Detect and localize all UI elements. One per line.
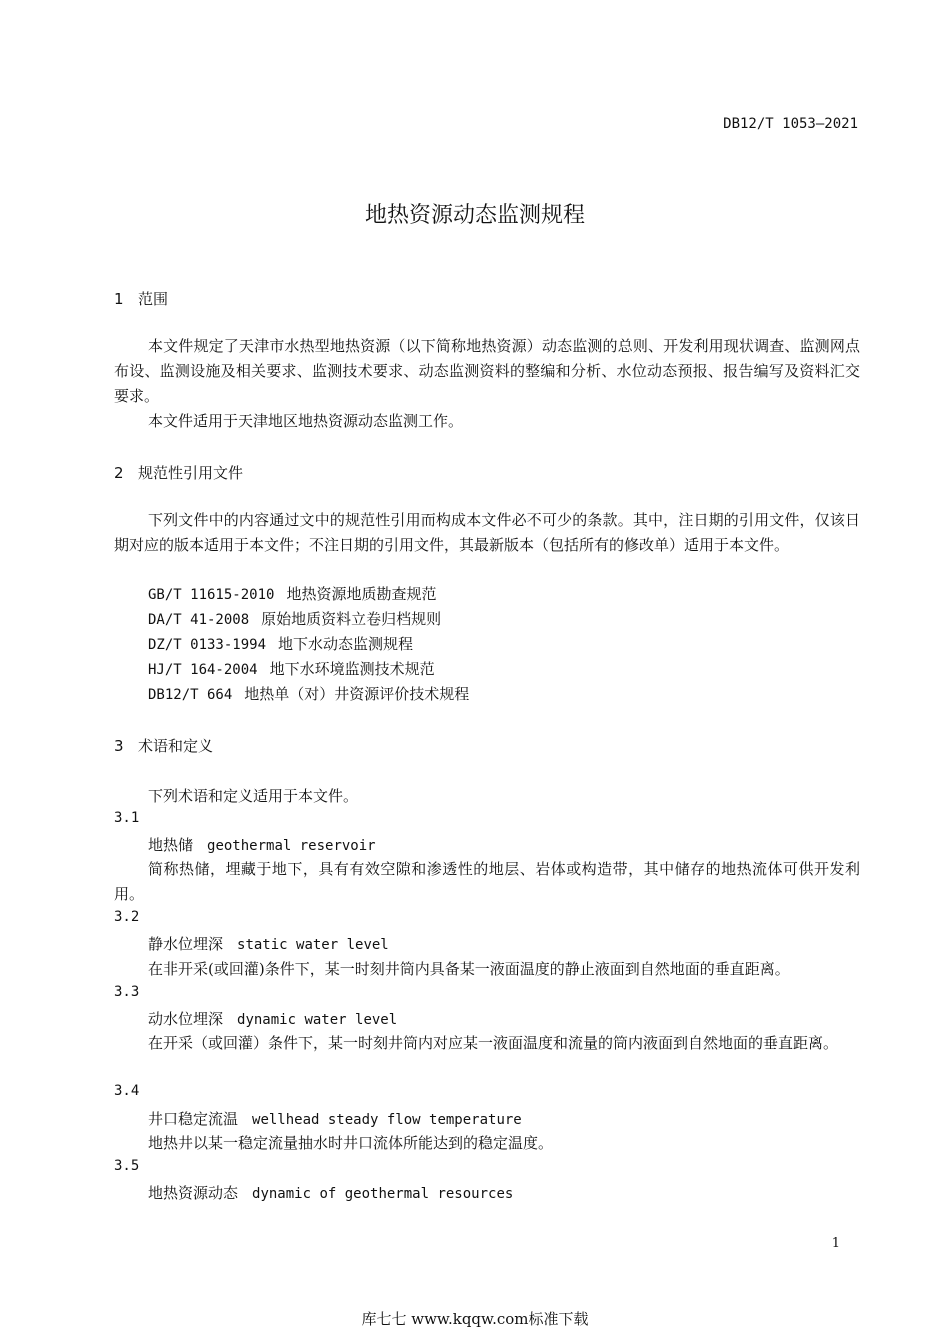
reference-name: 原始地质资料立卷归档规则 [261, 610, 442, 628]
section-number: 2 [114, 464, 124, 482]
reference-item [148, 583, 436, 604]
scope-paragraph-2: 本文件适用于天津地区地热资源动态监测工作。 [148, 412, 464, 430]
term-english: geothermal reservoir [207, 838, 376, 854]
section-title: 范围 [138, 290, 169, 308]
reference-item [148, 658, 435, 679]
clause-number: 3.4 [114, 1083, 140, 1099]
scope-paragraph-1: 本文件规定了天津市水热型地热资源（以下简称地热资源）动态监测的总则、开发利用现状调查、监测网点布设、监测设施及相关要求、监测技术要求、动态监测资料的整编和分析、水位动态预报、报告编写及资料汇交要求。 [114, 337, 860, 405]
term-definition: 在非开采(或回灌)条件下，某一时刻井筒内具备某一液面温度的静止液面到自然地面的垂直距离。 [148, 960, 790, 978]
reference-item [148, 633, 413, 654]
term-entry [148, 933, 389, 954]
reference-name: 地下水动态监测规程 [278, 635, 414, 653]
refs-paragraph: 下列文件中的内容通过文中的规范性引用而构成本文件必不可少的条款。其中，注日期的引用文件，仅该日期对应的版本适用于本文件；不注日期的引用文件，其最新版本（包括所有的修改单）适用于本文件。 [114, 511, 860, 554]
page-number: 1 [831, 1236, 840, 1251]
term-definition: 简称热储，埋藏于地下，具有有效空隙和渗透性的地层、岩体或构造带，其中储存的地热流体可供开发利用。 [114, 860, 860, 903]
document-number: DB12/T 1053—2021 [723, 116, 858, 132]
term-english: wellhead steady flow temperature [252, 1112, 522, 1128]
term-chinese: 地热资源动态 [148, 1184, 239, 1202]
reference-code: GB/T 11615-2010 [148, 587, 275, 603]
document-title: 地热资源动态监测规程 [364, 203, 585, 228]
section-2-heading [114, 462, 243, 483]
term-english: static water level [237, 937, 389, 953]
section-title: 术语和定义 [138, 737, 214, 755]
term-chinese: 井口稳定流温 [148, 1110, 239, 1128]
section-number: 3 [114, 737, 124, 755]
reference-item [148, 608, 441, 629]
reference-code: DA/T 41-2008 [148, 612, 250, 628]
reference-code: DB12/T 664 [148, 687, 233, 703]
footer-watermark: 库七七 www.kqqw.com标准下载 [361, 1310, 589, 1328]
clause-number: 3.3 [114, 984, 140, 1000]
reference-item [148, 683, 469, 704]
section-1-heading [114, 288, 168, 309]
reference-name: 地热资源地质勘查规范 [286, 585, 437, 603]
terms-intro: 下列术语和定义适用于本文件。 [148, 787, 359, 805]
clause-number: 3.2 [114, 909, 140, 925]
term-definition: 在开采（或回灌）条件下，某一时刻井筒内对应某一液面温度和流量的筒内液面到自然地面的垂直距离。 [148, 1034, 839, 1052]
reference-code: DZ/T 0133-1994 [148, 637, 267, 653]
term-chinese: 地热储 [148, 836, 194, 854]
term-entry [148, 1008, 397, 1029]
term-entry [148, 1182, 513, 1203]
term-entry [148, 834, 376, 855]
clause-number: 3.1 [114, 810, 140, 826]
clause-number: 3.5 [114, 1158, 140, 1174]
section-title: 规范性引用文件 [138, 464, 244, 482]
term-english: dynamic water level [237, 1012, 398, 1028]
term-english: dynamic of geothermal resources [252, 1186, 514, 1202]
section-3-heading [114, 735, 213, 756]
term-chinese: 静水位埋深 [148, 935, 224, 953]
term-chinese: 动水位埋深 [148, 1010, 224, 1028]
reference-name: 地下水环境监测技术规范 [269, 660, 435, 678]
term-definition: 地热井以某一稳定流量抽水时井口流体所能达到的稳定温度。 [148, 1134, 554, 1152]
reference-name: 地热单（对）井资源评价技术规程 [244, 685, 470, 703]
section-number: 1 [114, 290, 124, 308]
reference-code: HJ/T 164-2004 [148, 662, 258, 678]
term-entry [148, 1108, 522, 1129]
